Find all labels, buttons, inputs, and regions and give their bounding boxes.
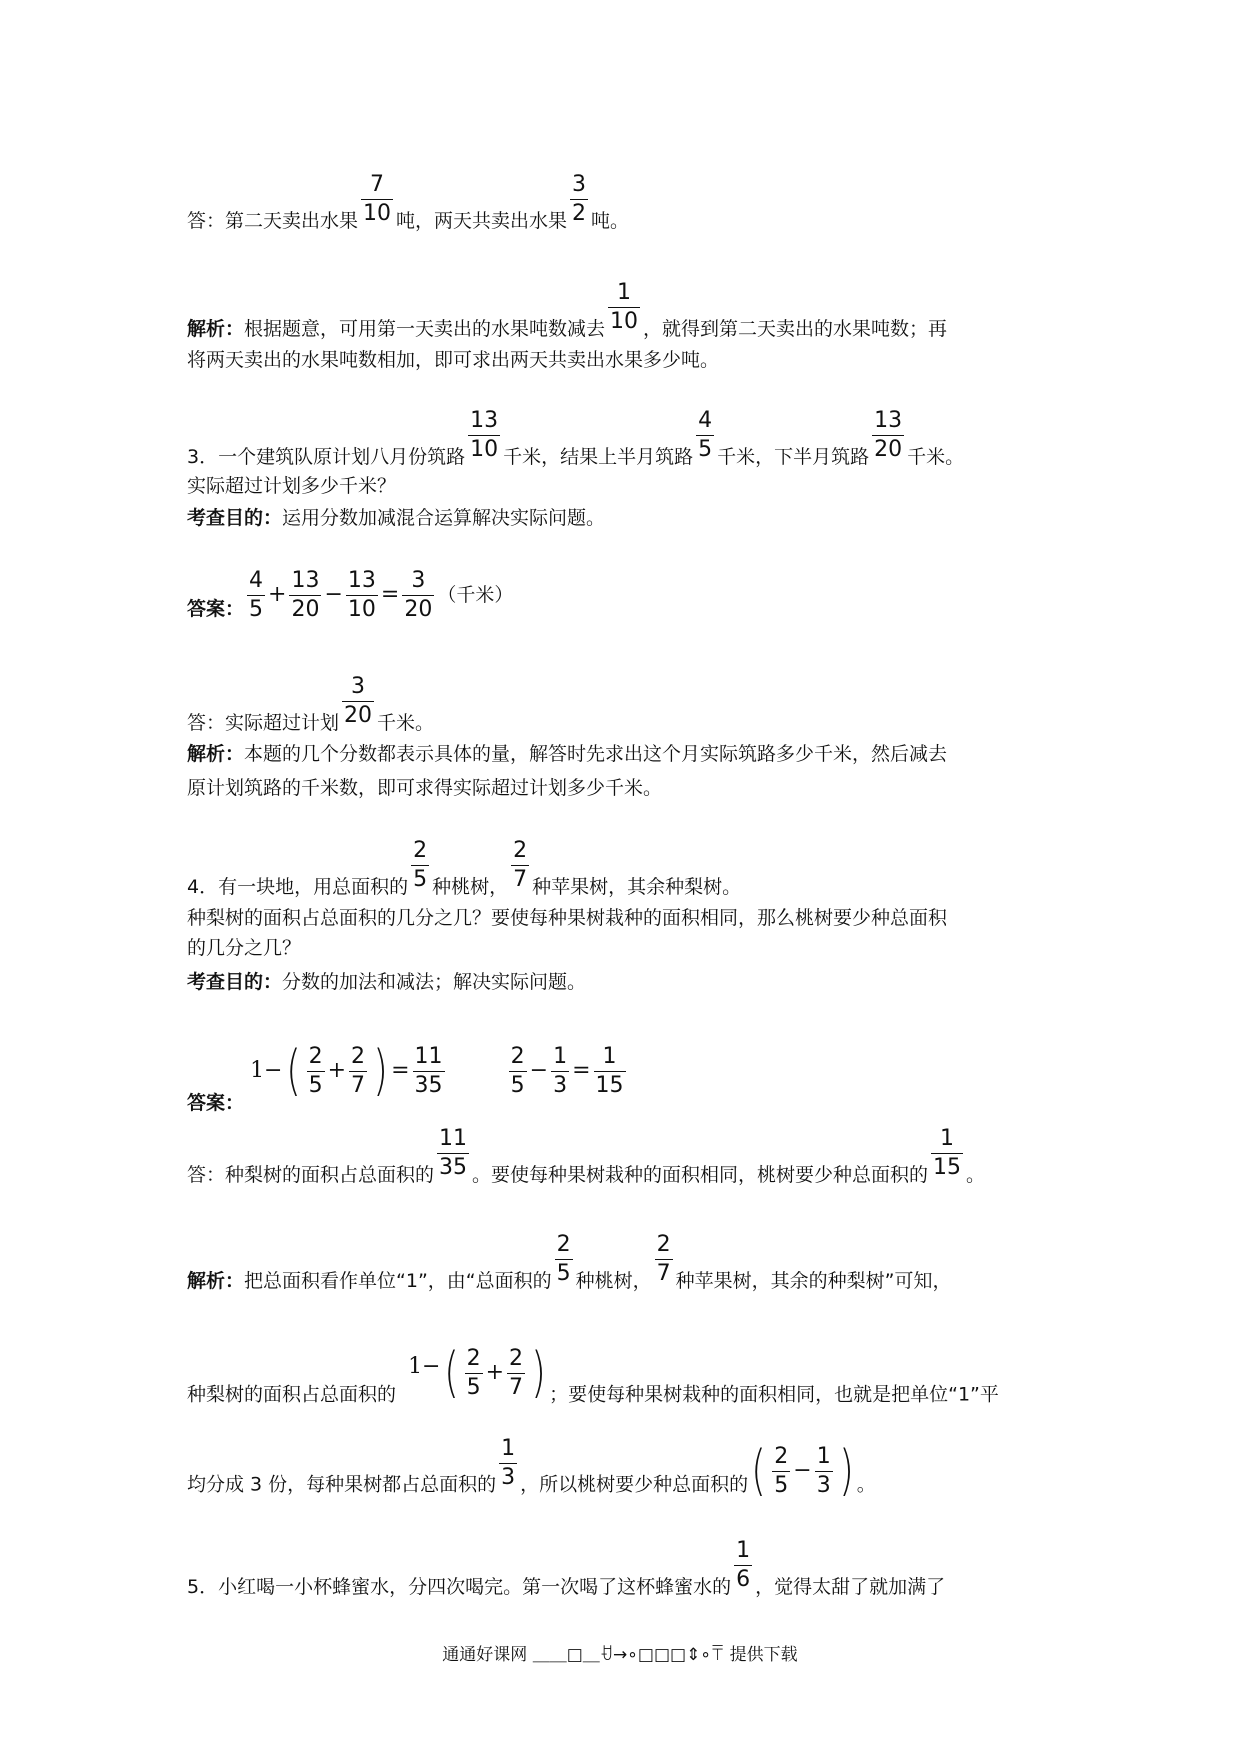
one-minus: 1− xyxy=(250,1057,283,1083)
text: 5．小红喝一小杯蜂蜜水，分四次喝完。第一次喝了这杯蜂蜜水的 xyxy=(187,1576,732,1598)
analysis-label: 解析： xyxy=(187,318,245,340)
denominator: 7 xyxy=(513,867,528,892)
purpose-q3 xyxy=(187,506,605,530)
analysis-q3 xyxy=(187,742,947,766)
denominator: 7 xyxy=(656,1261,671,1286)
numerator: 2 xyxy=(656,1232,671,1257)
analysis-line-q2-cont xyxy=(187,348,719,372)
numerator: 1 xyxy=(501,1435,516,1461)
numerator: 3 xyxy=(572,172,587,197)
text: 将两天卖出的水果吨数相加，即可求出两天共卖出水果多少吨。 xyxy=(187,349,720,371)
text: 吨。 xyxy=(591,210,630,232)
text: 实际超过计划多少千米？ xyxy=(187,475,397,497)
unit: （千米） xyxy=(437,584,514,606)
text: 运用分数加减混合运算解决实际问题。 xyxy=(282,507,606,529)
question-3-cont xyxy=(187,474,396,498)
fraction xyxy=(696,410,714,461)
question-4-cont2 xyxy=(187,936,301,960)
fraction xyxy=(349,1043,367,1098)
numerator: 1 xyxy=(816,1443,831,1469)
text: 千米。 xyxy=(907,446,965,468)
minus-sign: − xyxy=(529,1057,549,1083)
text: 种梨树的面积占总面积的几分之几？要使每种果树栽种的面积相同，那么桃树要少种总面积 xyxy=(187,907,948,929)
denominator: 35 xyxy=(439,1155,468,1180)
text: 的几分之几？ xyxy=(187,937,302,959)
minus-sign: − xyxy=(793,1458,812,1483)
numerator: 13 xyxy=(470,408,499,433)
text: 种桃树， xyxy=(575,1270,652,1292)
text: 答：第二天卖出水果 xyxy=(187,210,359,232)
denominator: 5 xyxy=(698,437,713,462)
text: 根据题意，可用第一天卖出的水果吨数减去 xyxy=(244,318,606,340)
fraction xyxy=(655,1234,673,1285)
answer-label: 答案： xyxy=(187,1091,245,1114)
fraction xyxy=(507,1345,525,1400)
numerator: 7 xyxy=(370,172,385,197)
analysis-label: 解析： xyxy=(187,1270,245,1292)
denominator: 3 xyxy=(553,1072,568,1098)
fraction xyxy=(931,1128,963,1179)
analysis-label: 解析： xyxy=(187,743,245,765)
answer-label: 答案： xyxy=(187,598,245,620)
analysis-q3-cont xyxy=(187,776,662,800)
fraction xyxy=(551,1043,569,1098)
text: 千米，下半月筑路 xyxy=(717,446,870,468)
analysis-q4-cont2 xyxy=(187,1435,876,1512)
numerator: 13 xyxy=(291,568,320,593)
text: ；要使每种果树栽种的面积相同，也就是把单位“1”平 xyxy=(549,1383,999,1406)
denominator: 5 xyxy=(466,1374,481,1400)
fraction xyxy=(413,1043,445,1098)
text: 分数的加法和减法；解决实际问题。 xyxy=(282,971,587,993)
text: ，所以桃树要少种总面积的 xyxy=(520,1473,749,1496)
text: 种桃树， xyxy=(432,876,509,898)
one-minus: 1− xyxy=(408,1353,441,1379)
answer-formula-q3 xyxy=(187,568,514,627)
page-footer: 通通好课网 ＿＿□＿ꀀ→∘□□□⇕∘〒 提供下载 xyxy=(442,1645,798,1665)
answer-formula-q4 xyxy=(187,1039,629,1120)
paren-group: ( 2 5 + 2 7 ) xyxy=(443,1341,546,1404)
text: 千米，结果上半月筑路 xyxy=(503,446,694,468)
numerator: 2 xyxy=(308,1043,323,1069)
fraction xyxy=(608,282,640,333)
fraction xyxy=(361,174,393,225)
denominator: 7 xyxy=(509,1374,524,1400)
analysis-q4-cont xyxy=(187,1341,999,1422)
numerator: 2 xyxy=(466,1345,481,1371)
fraction xyxy=(570,174,588,225)
numerator: 4 xyxy=(698,408,713,433)
numerator: 1 xyxy=(940,1126,955,1151)
fraction xyxy=(437,1128,469,1179)
numerator: 2 xyxy=(774,1443,789,1469)
text: 把总面积看作单位“1”，由“总面积的 xyxy=(244,1270,552,1292)
text: 。要使每种果树栽种的面积相同，桃树要少种总面积的 xyxy=(472,1164,929,1186)
fraction xyxy=(872,410,904,461)
text: 本题的几个分数都表示具体的量，解答时先求出这个月实际筑路多少千米，然后减去 xyxy=(244,743,948,765)
fraction xyxy=(815,1443,833,1498)
text: 。 xyxy=(856,1473,876,1496)
denominator: 35 xyxy=(414,1072,443,1098)
text: 3．一个建筑队原计划八月份筑路 xyxy=(187,446,466,468)
numerator: 2 xyxy=(413,838,428,863)
paren-group: ( 2 5 − 1 3 ) xyxy=(751,1439,854,1502)
purpose-q4 xyxy=(187,970,586,994)
numerator: 11 xyxy=(439,1126,468,1151)
denominator: 5 xyxy=(774,1472,789,1498)
denominator: 3 xyxy=(501,1464,516,1490)
equals-sign: = xyxy=(380,582,400,607)
denominator: 5 xyxy=(510,1072,525,1098)
plus-sign: + xyxy=(327,1058,347,1083)
denominator: 20 xyxy=(874,437,903,462)
numerator: 1 xyxy=(617,280,632,305)
denominator: 6 xyxy=(736,1567,751,1592)
numerator: 13 xyxy=(347,568,376,593)
numerator: 13 xyxy=(874,408,903,433)
text: 。 xyxy=(966,1164,986,1186)
analysis-q4 xyxy=(187,1232,952,1307)
fraction xyxy=(499,1435,517,1490)
text: 千米。 xyxy=(377,712,435,734)
denominator: 3 xyxy=(816,1472,831,1498)
fraction xyxy=(511,840,529,891)
question-4-cont xyxy=(187,906,947,930)
plus-sign: + xyxy=(485,1360,505,1385)
equals-sign: = xyxy=(391,1057,410,1083)
purpose-label: 考查目的： xyxy=(187,507,283,529)
fraction xyxy=(468,410,500,461)
question-5 xyxy=(187,1538,946,1613)
denominator: 20 xyxy=(344,703,373,728)
fraction xyxy=(594,1043,626,1098)
numerator: 2 xyxy=(510,1043,525,1069)
plus-sign: + xyxy=(268,582,287,607)
text: 吨，两天共卖出水果 xyxy=(396,210,568,232)
denominator: 5 xyxy=(308,1072,323,1098)
fraction xyxy=(247,570,265,621)
numerator: 1 xyxy=(553,1043,568,1069)
denominator: 15 xyxy=(595,1072,624,1098)
fraction xyxy=(411,840,429,891)
text: 均分成 3 份，每种果树都占总面积的 xyxy=(187,1473,497,1496)
fraction xyxy=(289,570,321,621)
denominator: 2 xyxy=(572,201,587,226)
text: 种苹果树，其余种梨树。 xyxy=(532,876,742,898)
denominator: 5 xyxy=(556,1261,571,1286)
denominator: 15 xyxy=(933,1155,962,1180)
numerator: 2 xyxy=(509,1345,524,1371)
paren-group: ( 2 5 + 2 7 ) xyxy=(285,1039,388,1102)
denominator: 10 xyxy=(363,201,392,226)
denominator: 20 xyxy=(291,597,320,622)
numerator: 2 xyxy=(556,1232,571,1257)
numerator: 3 xyxy=(411,568,426,593)
text: ，就得到第二天卖出的水果吨数；再 xyxy=(643,318,948,340)
numerator: 11 xyxy=(414,1043,443,1069)
fraction xyxy=(342,676,374,727)
minus-sign: − xyxy=(324,582,343,607)
text: 答：种梨树的面积占总面积的 xyxy=(187,1164,435,1186)
text: 4．有一块地，用总面积的 xyxy=(187,876,409,898)
denominator: 10 xyxy=(347,597,376,622)
text: 答：实际超过计划 xyxy=(187,712,340,734)
denominator: 7 xyxy=(351,1072,366,1098)
answer-line-q4 xyxy=(187,1126,986,1201)
numerator: 3 xyxy=(351,674,366,699)
denominator: 20 xyxy=(404,597,433,622)
fraction xyxy=(509,1043,527,1098)
fraction xyxy=(555,1234,573,1285)
text: 种梨树的面积占总面积的 xyxy=(187,1383,397,1406)
numerator: 2 xyxy=(351,1043,366,1069)
numerator: 1 xyxy=(602,1043,617,1069)
equals-sign: = xyxy=(572,1057,591,1083)
numerator: 2 xyxy=(513,838,528,863)
answer-line-q2 xyxy=(187,172,630,247)
fraction xyxy=(307,1043,325,1098)
denominator: 5 xyxy=(249,597,264,622)
denominator: 10 xyxy=(470,437,499,462)
fraction xyxy=(734,1540,752,1591)
numerator: 4 xyxy=(249,568,264,593)
text: 种苹果树，其余的种梨树”可知， xyxy=(675,1270,952,1292)
denominator: 10 xyxy=(610,309,639,334)
text: 原计划筑路的千米数，即可求得实际超过计划多少千米。 xyxy=(187,777,663,799)
fraction xyxy=(402,570,434,621)
denominator: 5 xyxy=(413,867,428,892)
numerator: 1 xyxy=(736,1538,751,1563)
fraction xyxy=(465,1345,483,1400)
fraction xyxy=(346,570,378,621)
fraction xyxy=(772,1443,790,1498)
text: ，觉得太甜了就加满了 xyxy=(755,1576,946,1598)
purpose-label: 考查目的： xyxy=(187,971,283,993)
